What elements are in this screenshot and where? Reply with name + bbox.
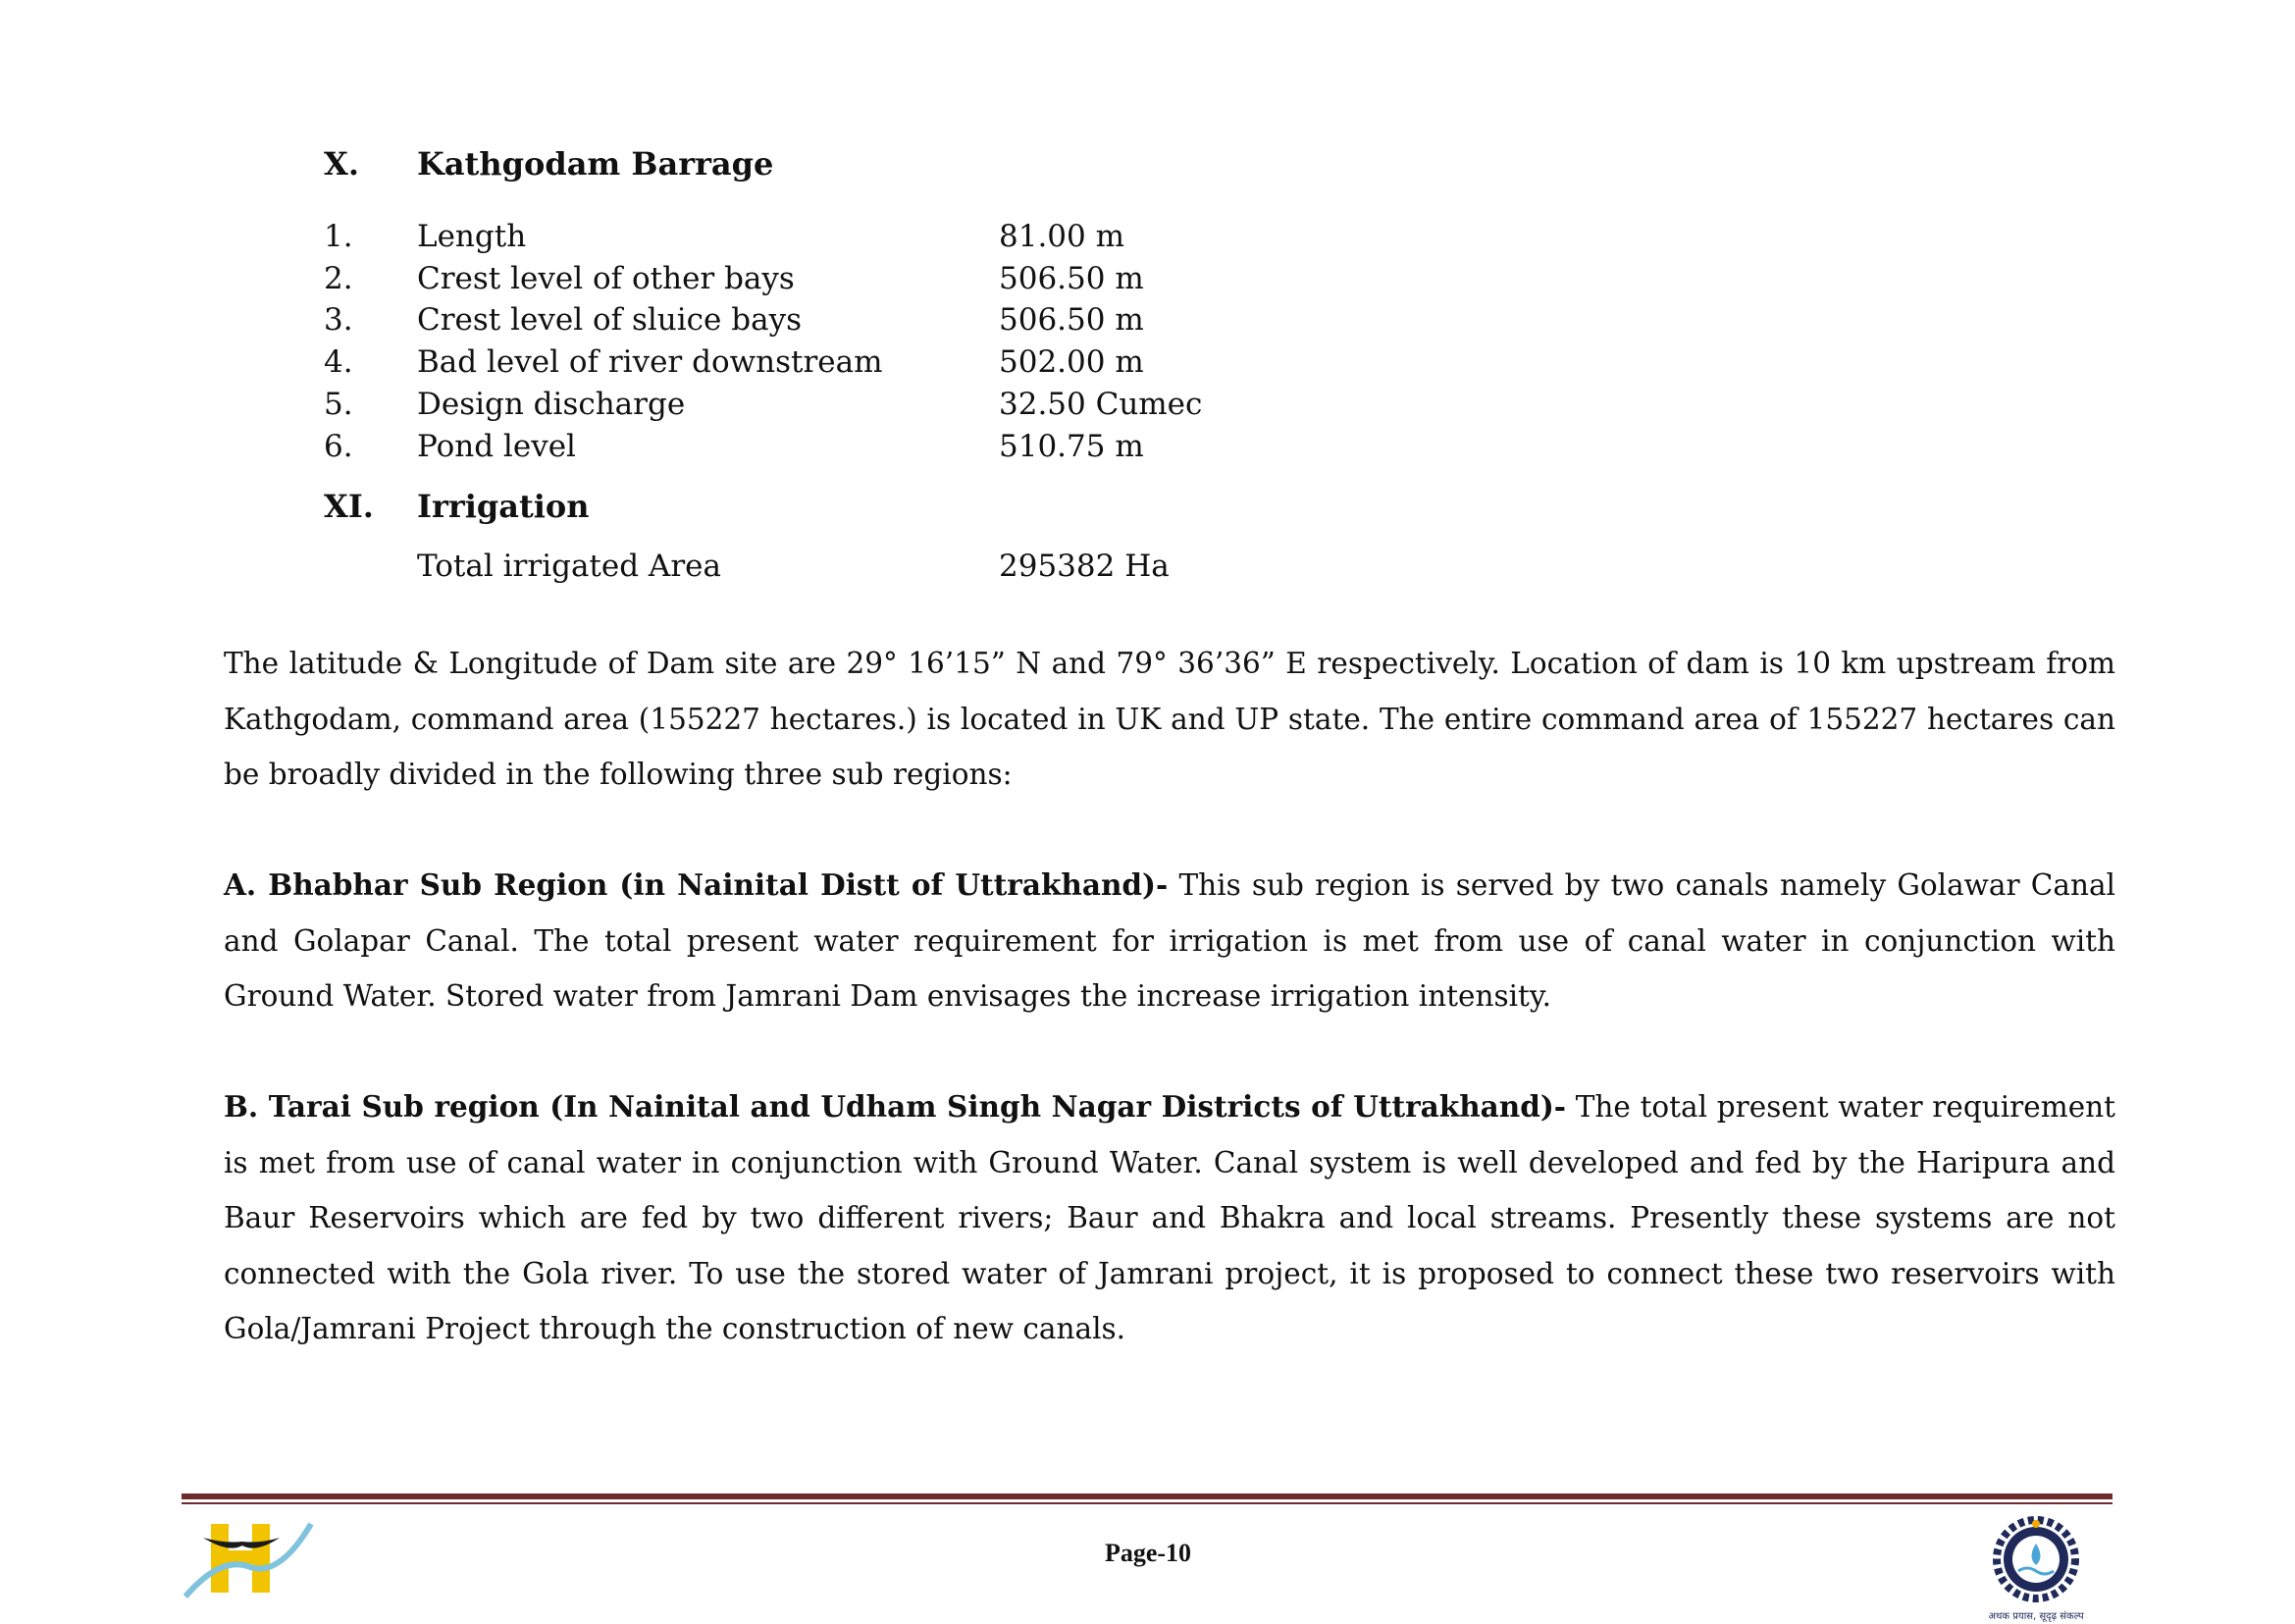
spec-row-value: 81.00 m [999, 219, 1124, 254]
spec-row-label: Crest level of other bays [417, 261, 795, 296]
tarai-heading: B. Tarai Sub region (In Nainital and Udham Singh Nagar Districts of Uttrakhand)- [224, 1089, 1567, 1124]
footer-rule-thin [182, 1502, 2112, 1504]
spec-row-label: Design discharge [417, 387, 686, 422]
spec-row-label: Crest level of sluice bays [417, 302, 802, 338]
tarai-paragraph [224, 1079, 2115, 1357]
spec-row-value: 506.50 m [999, 261, 1144, 296]
tarai-body: The total present water requirement is met from use of canal water in conjunction with Ground Water. Canal system is well developed and fed by the Haripura and Baur Reservoirs which are fed by two different rivers; Baur and Bhakra and local streams. Presently these systems are not connected with the Gola river. To use the stored water of Jamrani project, it is proposed to connect these two reservoirs with Gola/Jamrani Project through the construction of new canals. [224, 1090, 2116, 1345]
spec-row-value: 510.75 m [999, 429, 1144, 464]
gear-emblem-icon [1972, 1516, 2100, 1604]
organization-logo [182, 1516, 319, 1604]
spec-row-number: 5. [324, 387, 353, 422]
spec-row-number: 3. [324, 302, 353, 338]
spec-row-label: Length [417, 219, 527, 254]
emblem-caption: अथक प्रयास, सूदृढ़ संकल्प [1988, 1611, 2084, 1622]
bhabhar-paragraph [224, 858, 2115, 1024]
section-xi-title: Irrigation [417, 488, 590, 525]
spec-row-value: 506.50 m [999, 302, 1144, 338]
spec-row-value: 32.50 Cumec [999, 387, 1203, 422]
spec-row-label: Bad level of river downstream [417, 344, 883, 380]
irrigated-area-value: 295382 Ha [999, 549, 1170, 584]
emblem-logo [1972, 1516, 2100, 1624]
intro-paragraph: The latitude & Longitude of Dam site are 29° 16’15” N and 79° 36’36” E respectively. Location of dam is 10 km upstream from Kathgodam, command area (155227 hectares.) is located in UK and UP state. The entire command area of 155227 hectares can be broadly divided in the following three sub regions: [224, 647, 2115, 791]
spec-row-number: 4. [324, 344, 353, 380]
spec-row-label: Pond level [417, 429, 576, 464]
spec-row-number: 1. [324, 219, 353, 254]
footer-rule [182, 1493, 2112, 1499]
bhabhar-body: This sub region is served by two canals namely Golawar Canal and Golapar Canal. The total present water requirement for irrigation is met from use of canal water in conjunction with Ground Water. Stored water from Jamrani Dam envisages the increase irrigation intensity. [224, 868, 2115, 1013]
irrigated-area-label: Total irrigated Area [417, 549, 721, 584]
spec-row-value: 502.00 m [999, 344, 1144, 380]
page-number: Page-10 [1104, 1539, 1192, 1567]
spec-row-number: 6. [324, 429, 353, 464]
section-x-title: Kathgodam Barrage [417, 145, 774, 183]
spec-row-number: 2. [324, 261, 353, 296]
section-x-number: X. [324, 145, 359, 183]
bhabhar-heading: A. Bhabhar Sub Region (in Nainital Distt of Uttrakhand)- [224, 867, 1169, 902]
section-xi-number: XI. [324, 488, 374, 525]
